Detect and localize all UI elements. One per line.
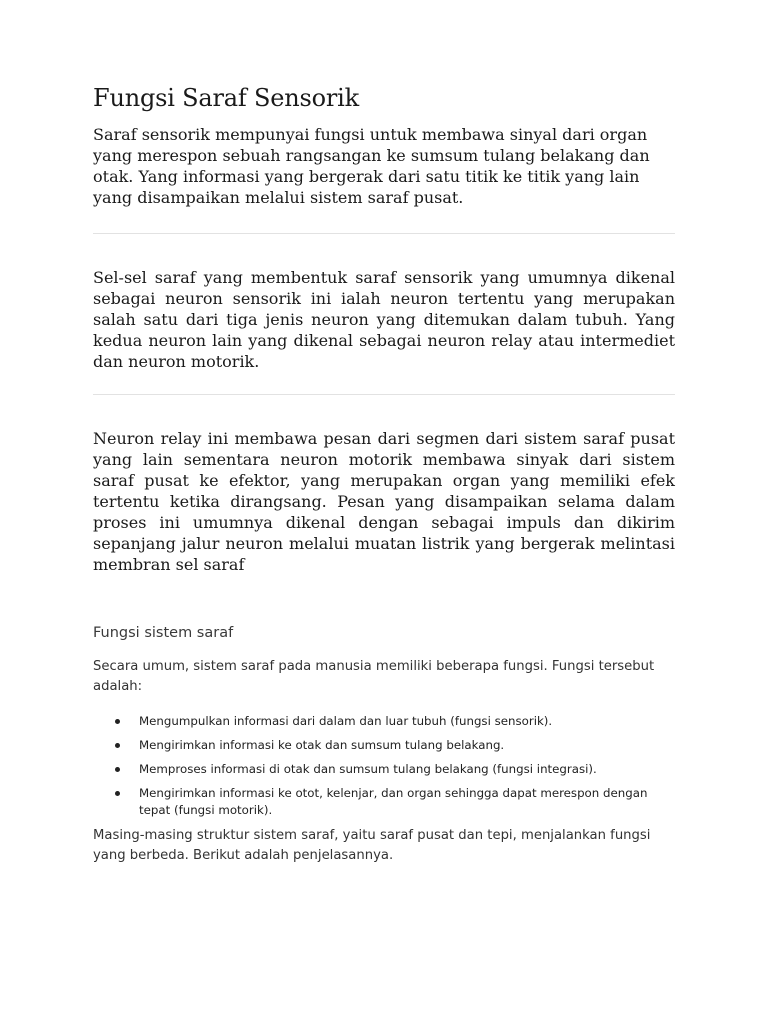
bullet-icon — [115, 719, 120, 724]
section-intro: Secara umum, sistem saraf pada manusia memiliki beberapa fungsi. Fungsi tersebut adalah: — [93, 659, 655, 694]
paragraph-sensory-nerve-function: Saraf sensorik mempunyai fungsi untuk membawa sinyal dari organ yang merespon sebuah rangsangan ke sumsum tulang belakang dan otak. Yang informasi yang bergerak dari satu titik ke titik yang lain yang disampaikan melalui sistem saraf pusat. — [93, 125, 650, 207]
section-divider — [93, 394, 675, 395]
list-item — [93, 785, 675, 819]
list-item-text: Memproses informasi di otak dan sumsum tulang belakang (fungsi integrasi). — [139, 762, 597, 776]
function-list — [93, 713, 675, 819]
bullet-icon — [115, 791, 120, 796]
paragraph-sensory-neurons: Sel-sel saraf yang membentuk saraf sensorik yang umumnya dikenal sebagai neuron sensorik ini ialah neuron tertentu yang merupakan salah satu dari tiga jenis neuron yang ditemukan dalam tubuh. Yang kedua neuron lain yang dikenal sebagai neuron relay atau intermediet dan neuron motorik. — [93, 268, 675, 371]
document-title: Fungsi Saraf Sensorik — [93, 84, 359, 112]
list-item — [93, 761, 675, 778]
list-item — [93, 737, 675, 754]
paragraph-relay-neurons: Neuron relay ini membawa pesan dari segmen dari sistem saraf pusat yang lain sementara neuron motorik membawa sinyak dari sistem saraf pusat ke efektor, yang merupakan organ yang memiliki efek tertentu ketika dirangsang. Pesan yang disampaikan selama dalam proses ini umumnya dikenal dengan sebagai impuls dan dikirim sepanjang jalur neuron melalui muatan listrik yang bergerak melintasi membran sel saraf — [93, 429, 675, 574]
list-item-text: Mengirimkan informasi ke otot, kelenjar, dan organ sehingga dapat merespon dengan tepat (fungsi motorik). — [139, 786, 648, 817]
section-subheading: Fungsi sistem saraf — [93, 625, 234, 641]
bullet-icon — [115, 767, 120, 772]
list-item-text: Mengirimkan informasi ke otak dan sumsum tulang belakang. — [139, 738, 505, 752]
bullet-icon — [115, 743, 120, 748]
section-outro: Masing-masing struktur sistem saraf, yaitu saraf pusat dan tepi, menjalankan fungsi yang berbeda. Berikut adalah penjelasannya. — [93, 828, 651, 863]
section-divider — [93, 233, 675, 234]
list-item — [93, 713, 675, 730]
list-item-text: Mengumpulkan informasi dari dalam dan luar tubuh (fungsi sensorik). — [139, 714, 553, 728]
